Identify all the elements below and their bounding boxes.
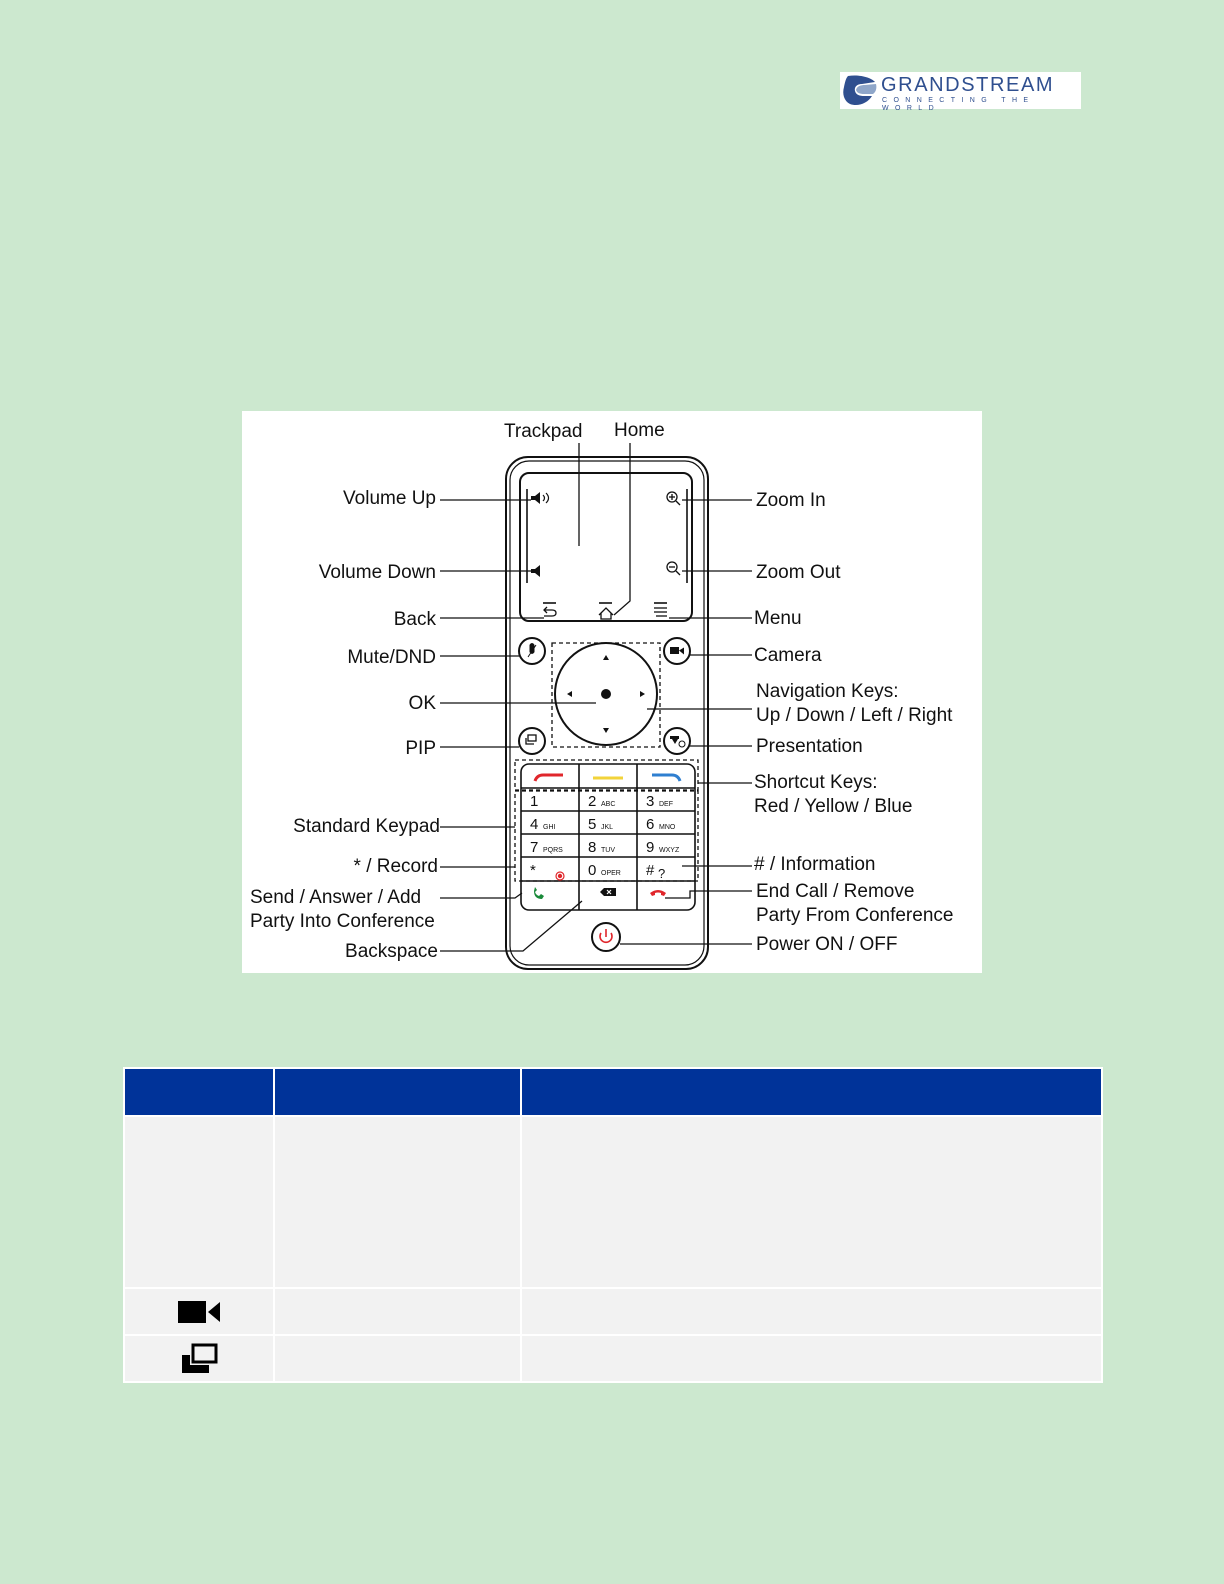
label-presentation: Presentation	[756, 736, 863, 757]
table-cell-name	[274, 1116, 521, 1288]
shortcut-blue-bar	[652, 775, 680, 781]
table-cell-description	[521, 1288, 1102, 1335]
power-icon	[600, 929, 612, 942]
label-power: Power ON / OFF	[756, 934, 898, 955]
keypad-key-hash: #	[646, 862, 655, 879]
keypad-key-star: *	[530, 862, 536, 879]
label-back: Back	[393, 609, 436, 630]
keypad-letters: JKL	[601, 824, 614, 831]
home-icon	[599, 608, 613, 619]
volume-down-icon	[531, 565, 540, 577]
logo-brand-name: GRANDSTREAM	[881, 74, 1055, 96]
table-cell-icon	[124, 1288, 274, 1335]
label-volume-down: Volume Down	[318, 562, 436, 583]
label-volume-up: Volume Up	[343, 488, 436, 509]
logo-tagline: CONNECTING THE WORLD	[882, 97, 1035, 112]
keypad-key-3: 3	[646, 793, 655, 810]
keypad-letters: TUV	[601, 847, 615, 854]
label-mute-dnd: Mute/DND	[347, 647, 436, 668]
label-trackpad: Trackpad	[504, 421, 583, 442]
table-row	[124, 1116, 1102, 1288]
keypad-key-0: 0	[588, 862, 597, 879]
label-end-call-line2: Party From Conference	[756, 905, 954, 926]
keypad-key-9: 9	[646, 839, 655, 856]
ok-button	[601, 689, 611, 699]
table-cell-icon	[124, 1335, 274, 1382]
zoom-out-icon	[667, 562, 680, 575]
keypad-letters: ?	[658, 866, 666, 881]
label-hash-info: # / Information	[754, 854, 876, 875]
send-call-icon	[534, 887, 544, 899]
presentation-key-icon	[670, 736, 685, 747]
table-cell-description	[521, 1116, 1102, 1288]
keypad-key-2: 2	[588, 793, 597, 810]
grandstream-swoosh-icon	[842, 72, 880, 109]
label-shortcut-line2: Red / Yellow / Blue	[754, 796, 913, 817]
keypad-key-7: 7	[530, 839, 539, 856]
table-cell-description	[521, 1335, 1102, 1382]
menu-icon	[654, 608, 667, 616]
table-cell-icon	[124, 1116, 274, 1288]
label-pip: PIP	[405, 738, 436, 759]
keypad-key-1: 1	[530, 793, 539, 810]
label-send-line2: Party Into Conference	[250, 911, 435, 932]
record-icon	[556, 872, 564, 880]
camera-icon	[177, 1299, 221, 1325]
remote-control-diagram	[242, 411, 982, 973]
shortcut-red-bar	[535, 775, 563, 781]
remote-control-figure	[242, 411, 982, 973]
keypad-key-6: 6	[646, 816, 655, 833]
table-row	[124, 1288, 1102, 1335]
label-send-line1: Send / Answer / Add	[250, 887, 422, 908]
keypad-letters: ABC	[601, 801, 616, 808]
end-call-icon	[650, 890, 666, 896]
label-nav-keys-line1: Navigation Keys:	[756, 681, 899, 702]
table-cell-name	[274, 1288, 521, 1335]
volume-up-icon	[531, 492, 549, 504]
camera-key-icon	[670, 647, 684, 655]
backspace-icon	[600, 888, 616, 896]
keypad-letters: WXYZ	[659, 847, 680, 854]
key-description-table	[123, 1067, 1103, 1383]
table-cell-name	[274, 1335, 521, 1382]
keypad-letters: DEF	[659, 801, 673, 808]
label-standard-keypad: Standard Keypad	[293, 816, 440, 837]
pip-icon	[179, 1343, 219, 1375]
label-shortcut-line1: Shortcut Keys:	[754, 772, 878, 793]
table-header-cell	[274, 1068, 521, 1116]
keypad-key-4: 4	[530, 816, 539, 833]
trackpad-area	[520, 473, 692, 621]
keypad-letters: GHI	[543, 824, 556, 831]
label-backspace: Backspace	[345, 941, 438, 962]
pip-key-icon	[526, 735, 536, 744]
table-header-cell	[124, 1068, 274, 1116]
keypad-letters: OPER	[601, 870, 621, 877]
label-zoom-out: Zoom Out	[756, 562, 841, 583]
table-header-cell	[521, 1068, 1102, 1116]
label-zoom-in: Zoom In	[756, 490, 826, 511]
label-home: Home	[614, 420, 665, 441]
keypad-letters: MNO	[659, 824, 676, 831]
keypad-letters: PQRS	[543, 847, 563, 854]
keypad-key-5: 5	[588, 816, 597, 833]
back-icon	[544, 607, 556, 616]
table-row	[124, 1335, 1102, 1382]
mute-mic-icon	[528, 644, 536, 658]
grandstream-logo	[840, 72, 1081, 112]
keypad-key-8: 8	[588, 839, 597, 856]
label-camera: Camera	[754, 645, 822, 666]
label-nav-keys-line2: Up / Down / Left / Right	[756, 705, 953, 726]
label-menu: Menu	[754, 608, 802, 629]
table-header-row	[124, 1068, 1102, 1116]
label-end-call-line1: End Call / Remove	[756, 881, 915, 902]
zoom-in-icon	[667, 492, 680, 505]
label-star-record: * / Record	[353, 856, 438, 877]
presentation-button	[664, 728, 690, 754]
label-ok: OK	[408, 693, 436, 714]
